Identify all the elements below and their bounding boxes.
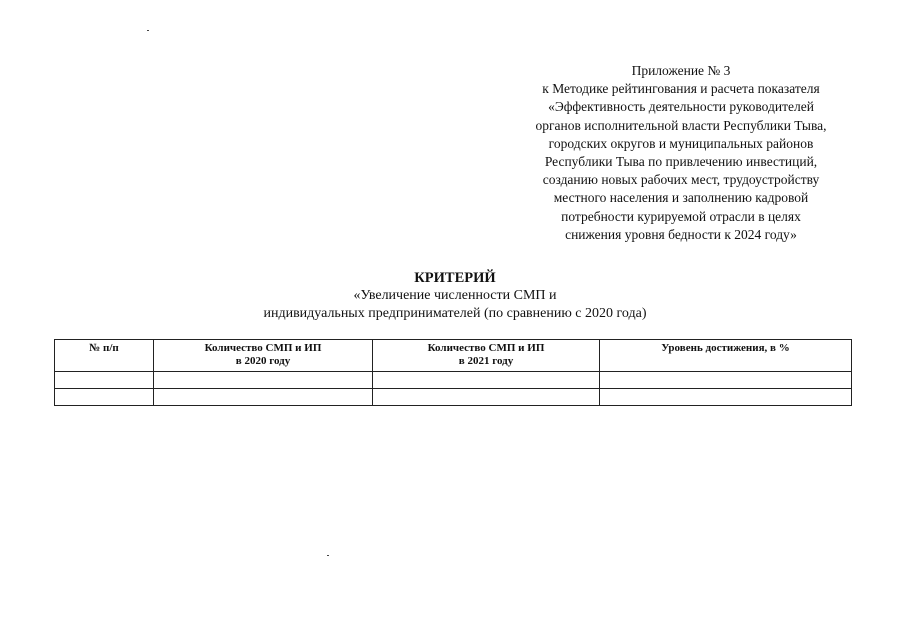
appendix-line: городских округов и муниципальных районов (548, 135, 814, 151)
criteria-table-container (54, 339, 851, 406)
table-cell (55, 372, 154, 389)
table-row (55, 372, 852, 389)
table-header-row (55, 340, 852, 372)
criteria-heading: КРИТЕРИЙ (414, 270, 496, 286)
appendix-line: Республики Тыва по привлечению инвестиций, (544, 154, 818, 170)
criteria-subtitle-line-1: «Увеличение численности СМП и (353, 288, 557, 303)
table-cell (373, 389, 600, 406)
appendix-note (498, 62, 864, 244)
header-count-2020 (154, 340, 373, 372)
scan-speck (147, 30, 149, 31)
table-cell (154, 372, 373, 389)
scan-speck (327, 555, 329, 556)
appendix-line: Приложение № 3 (631, 63, 731, 78)
header-label: № п/п (89, 342, 119, 354)
appendix-line: органов исполнительной власти Республики Тыва, (535, 117, 827, 133)
header-achievement-level (600, 340, 852, 372)
header-label: Количество СМП и ИП (427, 342, 545, 354)
appendix-line: потребности курируемой отрасли в целях (561, 208, 801, 224)
header-label: в 2020 году (235, 355, 291, 367)
header-label: Количество СМП и ИП (204, 342, 322, 354)
appendix-line: созданию новых рабочих мест, трудоустройству (542, 172, 820, 188)
table-cell (154, 389, 373, 406)
table-cell (600, 372, 852, 389)
header-label: в 2021 году (458, 355, 514, 367)
header-row-number (55, 340, 154, 372)
criteria-table (54, 339, 852, 406)
table-cell (55, 389, 154, 406)
table-cell (600, 389, 852, 406)
appendix-line: к Методике рейтингования и расчета показателя (542, 81, 820, 97)
header-count-2021 (373, 340, 600, 372)
table-row (55, 389, 852, 406)
appendix-line: «Эффективность деятельности руководителей (548, 99, 814, 115)
table-cell (373, 372, 600, 389)
criteria-subtitle-line-2: индивидуальных предпринимателей (по сравнению с 2020 года) (263, 306, 647, 321)
appendix-line: снижения уровня бедности к 2024 году» (565, 226, 797, 242)
appendix-line: местного населения и заполнению кадровой (553, 190, 809, 206)
header-label: Уровень достижения, в % (661, 342, 790, 354)
